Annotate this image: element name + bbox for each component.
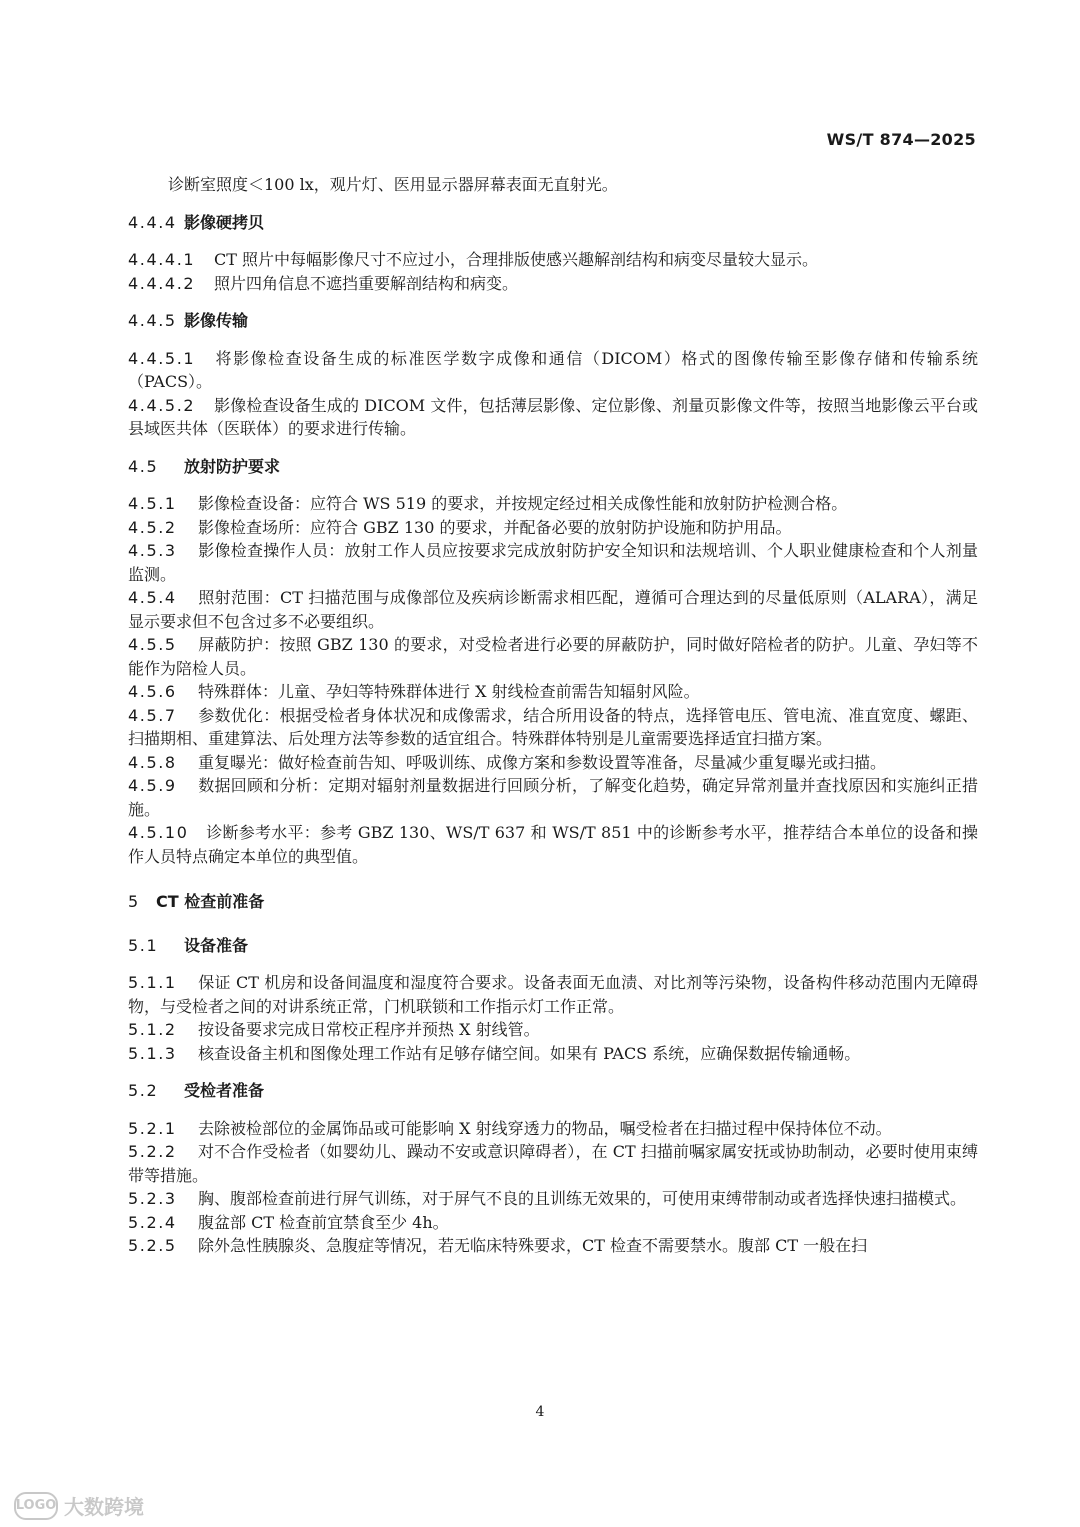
clause-text: 对不合作受检者（如婴幼儿、躁动不安或意识障碍者），在 CT 扫描前嘱家属安抚或协助制动，必要时使用束缚带等措施。 (128, 1142, 978, 1185)
section-title: 影像硬拷贝 (184, 212, 265, 232)
clause (128, 704, 978, 751)
clause-number: 4.5.10 (128, 823, 189, 842)
section-heading (128, 934, 978, 958)
clause-text: CT 照片中每幅影像尺寸不应过小，合理排版使感兴趣解剖结构和病变尽量较大显示。 (214, 250, 819, 269)
clause-number: 4.5.1 (128, 494, 177, 513)
section-title: 影像传输 (184, 311, 249, 330)
clause (128, 680, 978, 704)
section-heading (128, 309, 978, 333)
clause-number: 4.5.5 (128, 635, 177, 654)
clause-number: 4.4.4.1 (128, 250, 196, 269)
section-number: 4.5 (128, 456, 159, 476)
clause-number: 5.2.4 (128, 1212, 177, 1232)
section-title: 受检者准备 (184, 1081, 265, 1100)
document-body (128, 173, 978, 1258)
section-number: 4.4.5 (128, 311, 177, 330)
clause (128, 492, 978, 516)
clause-text: 去除被检部位的金属饰品或可能影响 X 射线穿透力的物品，嘱受检者在扫描过程中保持体位不动。 (198, 1118, 892, 1138)
watermark-text: 大数跨境 (64, 1495, 144, 1519)
clause (128, 774, 978, 821)
clause (128, 633, 978, 680)
chapter-heading (128, 890, 978, 914)
page-number: 4 (535, 1404, 545, 1420)
clause-number: 5.2.5 (128, 1236, 177, 1255)
clause-text: 腹盆部 CT 检查前宜禁食至少 4h。 (198, 1212, 449, 1232)
clause-number: 4.5.2 (128, 517, 177, 537)
clause-text: 按设备要求完成日常校正程序并预热 X 射线管。 (198, 1020, 540, 1039)
section-number: 5.1 (128, 935, 159, 955)
clause-number: 4.4.4.2 (128, 273, 196, 293)
clause-number: 5.2.2 (128, 1142, 177, 1161)
clause-number: 5.1.3 (128, 1043, 177, 1063)
chapter-title: CT 检查前准备 (156, 892, 265, 911)
paragraph: 诊断室照度＜100 lx，观片灯、医用显示器屏幕表面无直射光。 (168, 175, 618, 194)
section-heading (128, 211, 978, 235)
clause-text: 将影像检查设备生成的标准医学数字成像和通信（DICOM）格式的图像传输至影像存储和传输系统（PACS）。 (128, 348, 978, 391)
clause-number: 5.2.3 (128, 1189, 177, 1208)
clause-text: 保证 CT 机房和设备间温度和湿度符合要求。设备表面无血渍、对比剂等污染物，设备构件移动范围内无障碍物，与受检者之间的对讲系统正常，门机联锁和工作指示灯工作正常。 (128, 973, 978, 1016)
clause (128, 1117, 978, 1141)
clause-number: 4.5.3 (128, 541, 177, 560)
clause-text: 诊断参考水平：参考 GBZ 130、WS/T 637 和 WS/T 851 中的诊断参考水平，推荐结合本单位的设备和操作人员特点确定本单位的典型值。 (128, 823, 978, 866)
clause (128, 1042, 978, 1066)
clause-text: 照片四角信息不遮挡重要解剖结构和病变。 (214, 273, 519, 293)
clause (128, 347, 978, 394)
section-number: 5.2 (128, 1081, 159, 1100)
clause (128, 539, 978, 586)
clause-text: 影像检查设备生成的 DICOM 文件，包括薄层影像、定位影像、剂量页影像文件等，按照当地影像云平台或县域医共体（医联体）的要求进行传输。 (128, 395, 978, 438)
clause (128, 1234, 978, 1258)
clause (128, 516, 978, 540)
clause-text: 屏蔽防护：按照 GBZ 130 的要求，对受检者进行必要的屏蔽防护，同时做好陪检者的防护。儿童、孕妇等不能作为陪检人员。 (128, 635, 978, 678)
clause (128, 394, 978, 441)
clause-number: 4.4.5.1 (128, 348, 196, 368)
clause-text: 参数优化：根据受检者身体状况和成像需求，结合所用设备的特点，选择管电压、管电流、准直宽度、螺距、扫描期相、重建算法、后处理方法等参数的适宜组合。特殊群体特别是儿童需要选择适宜扫描方案。 (128, 705, 978, 748)
clause-number: 4.5.8 (128, 752, 177, 772)
section-heading (128, 1079, 978, 1103)
clause (128, 1187, 978, 1211)
clause-text: 特殊群体：儿童、孕妇等特殊群体进行 X 射线检查前需告知辐射风险。 (198, 682, 700, 701)
clause-number: 4.4.5.2 (128, 395, 196, 415)
section-heading (128, 455, 978, 479)
clause-number: 4.5.9 (128, 776, 177, 795)
clause-number: 4.5.4 (128, 588, 177, 607)
clause-text: 影像检查场所：应符合 GBZ 130 的要求，并配备必要的放射防护设施和防护用品。 (198, 517, 792, 537)
clause-number: 5.1.1 (128, 973, 177, 992)
clause (128, 1211, 978, 1235)
watermark (14, 1491, 144, 1520)
clause-text: 重复曝光：做好检查前告知、呼吸训练、成像方案和参数设置等准备，尽量减少重复曝光或扫描。 (198, 752, 887, 772)
clause-text: 胸、腹部检查前进行屏气训练，对于屏气不良的且训练无效果的，可使用束缚带制动或者选择快速扫描模式。 (198, 1189, 967, 1208)
watermark-logo-icon: LOGO (14, 1492, 58, 1520)
clause-text: 照射范围：CT 扫描范围与成像部位及疾病诊断需求相匹配，遵循可合理达到的尽量低原则（ALARA），满足显示要求但不包含过多不必要组织。 (128, 588, 978, 631)
clause-number: 5.1.2 (128, 1020, 177, 1039)
section-number: 4.4.4 (128, 212, 177, 232)
clause-number: 5.2.1 (128, 1118, 177, 1138)
clause (128, 586, 978, 633)
clause (128, 272, 978, 296)
clause (128, 751, 978, 775)
clause-text: 核查设备主机和图像处理工作站有足够存储空间。如果有 PACS 系统，应确保数据传输通畅。 (198, 1043, 861, 1063)
section-title: 设备准备 (184, 935, 249, 955)
clause-text: 影像检查设备：应符合 WS 519 的要求，并按规定经过相关成像性能和放射防护检测合格。 (198, 494, 848, 513)
clause-text: 除外急性胰腺炎、急腹症等情况，若无临床特殊要求，CT 检查不需要禁水。腹部 CT 一般在扫 (198, 1236, 868, 1255)
clause (128, 1140, 978, 1187)
standard-code: WS/T 874—2025 (826, 130, 976, 149)
chapter-number: 5 (128, 892, 140, 911)
clause (128, 248, 978, 272)
clause (128, 1018, 978, 1042)
clause-text: 影像检查操作人员：放射工作人员应按要求完成放射防护安全知识和法规培训、个人职业健康检查和个人剂量监测。 (128, 541, 978, 584)
clause (128, 971, 978, 1018)
clause-number: 4.5.7 (128, 705, 177, 725)
clause-text: 数据回顾和分析：定期对辐射剂量数据进行回顾分析，了解变化趋势，确定异常剂量并查找原因和实施纠正措施。 (128, 776, 978, 819)
section-title: 放射防护要求 (184, 456, 281, 476)
clause (128, 821, 978, 868)
clause-number: 4.5.6 (128, 682, 177, 701)
